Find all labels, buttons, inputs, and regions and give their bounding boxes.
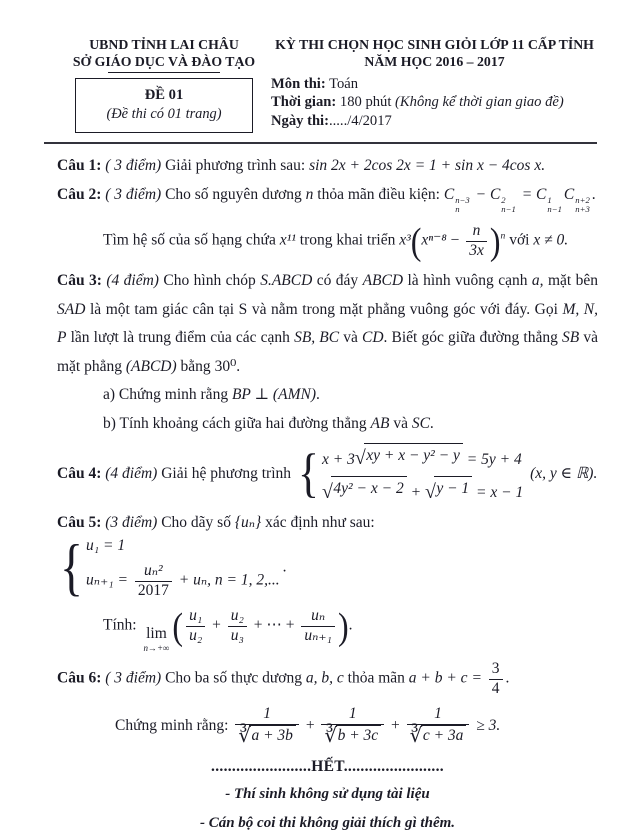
sub: n+3 [575,204,590,215]
q2-text2: thỏa mãn điều kiện: [313,186,444,204]
q3-math: ABCD [362,272,404,290]
sub: n−1 [501,204,516,215]
sup: 1 [547,194,552,205]
q2-combination-equation [443,186,592,215]
c-token: C [443,186,455,204]
row2-post: + uₙ, [174,571,211,589]
q3b-marker: b) [103,415,120,433]
q3-label: Câu 3: [57,272,102,290]
denominator: 2017 [135,581,172,601]
q3-points: (4 điểm) [101,272,164,290]
c-token: C [563,186,575,204]
q4-label: Câu 4: [57,464,102,482]
sub: n [455,204,460,215]
square-root [424,476,472,503]
ellipsis: + ⋯ + [249,616,299,634]
q3a-math: BP ⊥ (AMN) [231,385,316,403]
system-row-1: u₁ = 1 [86,536,126,554]
row1-post: = 5y + 4 [462,450,522,468]
q3b-text2: và [389,415,412,433]
c-token-scripts [575,196,590,215]
question-5 [57,512,598,603]
q5calc-label: Tính: [103,616,141,634]
q3-text: có đáy [312,272,363,290]
q3-math: (ABCD) [125,358,177,376]
fraction-1-over-cbrt1 [235,705,299,748]
q1-equation: sin 2x + 2cos 2x = 1 + sin x − 4cos x. [309,156,546,174]
q6cm-tail: ≥ 3. [472,716,501,734]
q6-label: Câu 6: [57,669,102,687]
exam-pages-note: (Đề thi có 01 trang) [106,105,222,122]
q4-domain: (x, y ∈ ℝ). [526,464,598,482]
radical-sign: ∛ [324,725,338,748]
x-cubed: x³ [399,231,411,249]
sequence-notation: {uₙ} [234,514,262,532]
exam-code: ĐỀ 01 [144,86,184,103]
date-line [271,112,598,131]
footer-note-2: - Cán bộ coi thi không giải thích gì thêm. [199,815,456,830]
q5-points: (3 điểm) [101,514,162,532]
denominator: uₙ₊₁ [301,626,335,646]
q5-text1: Cho dãy số [161,514,235,532]
sub: n−1 [547,204,562,215]
q3b-math-ab: AB [370,415,390,433]
q6-vars: a, b, c [305,669,344,687]
question-1 [57,155,598,177]
numerator: 3 [491,659,500,677]
q6-text2: thỏa mãn [343,669,409,687]
fraction-un-un1 [301,607,335,645]
radicand: b + 3c [336,725,382,746]
system-row-2 [86,562,280,600]
time-label: Thời gian: [271,94,337,111]
numerator: n [472,221,481,239]
q3-text: là một tam giác cân tại S và nằm trong mặt phẳng vuông góc với đáy. Gọi [85,300,563,318]
plus-sign: + [406,484,425,502]
radicand: a + 3b [249,725,295,746]
exam-title-line1: KỲ THI CHỌN HỌC SINH GIỎI LỚP 11 CẤP TỈNH [275,37,594,52]
numerator: uₙ [311,607,326,625]
time-line [271,93,598,112]
denominator [321,724,384,748]
minus-sign: − [471,186,490,204]
q3-math: a, [531,272,544,290]
c-token: C [536,186,547,204]
system-row-2 [322,476,523,505]
q1-text: Giải phương trình sau: [165,156,310,174]
sup: n+2 [575,194,590,205]
denominator: u₃ [228,626,247,646]
q5-text2: xác định như sau: [261,514,375,532]
sup: 2 [501,194,506,205]
system-brace: { [60,532,84,603]
equation-system [298,443,523,505]
plus-sign: + [301,716,319,734]
denominator: 3x [466,241,487,261]
q3-text: là hình vuông cạnh [403,272,532,290]
denominator: u₂ [186,626,205,646]
fraction-3-4 [489,660,503,698]
q1-label: Câu 1: [57,156,102,174]
question-3b [103,413,598,435]
radical-sign: ∛ [409,725,423,748]
q3-math: SB [562,329,580,347]
q2-label: Câu 2: [57,186,102,204]
q6cm-label: Chứng minh rằng: [115,716,233,734]
subject-line [271,75,598,94]
q2p2-text1: Tìm hệ số của số hạng chứa [103,231,280,249]
fraction-un2-over-2017 [135,562,172,600]
q5-period: . [282,558,287,575]
exam-title-line2: NĂM HỌC 2016 – 2017 [364,54,505,70]
q3-text: . Biết góc giữa đường thẳng [383,329,562,347]
c-token-scripts [455,196,470,215]
q3-math: CD [361,329,384,347]
q6-points: ( 3 điểm) [101,669,166,687]
row2-condition: n = 1, 2,... [210,571,280,589]
q3a-marker: a) [103,385,119,403]
sup: n−3 [455,194,470,205]
q3-text: Cho hình chóp [163,272,261,290]
radical-sign: √ [322,480,333,503]
exam-meta [271,75,598,131]
exam-code-box [75,78,253,133]
fraction-u2-u3 [228,607,247,645]
system-rows [322,443,523,505]
radicand: xy + x − y² − y [364,443,463,467]
document-header [57,36,598,133]
q5-label: Câu 5: [57,514,102,532]
denominator: 4 [489,679,503,699]
q2-period: . [591,186,596,204]
q4-text: Giải hệ phương trình [161,464,295,482]
q3-text: và mặt phẳng [57,329,598,376]
q3a-period: . [315,385,320,403]
system-brace: { [297,443,319,504]
row2-pre: uₙ₊₁ = [86,571,132,589]
q6-text1: Cho ba số thực dương [165,669,306,687]
header-divider [44,142,597,144]
c-token-scripts [501,196,516,215]
plus-sign: + [208,616,225,634]
time-value: 180 phút [336,94,396,111]
q3a-text: Chứng minh rằng [118,385,232,403]
q2-points: ( 3 điểm) [101,186,166,204]
fraction-1-over-cbrt3 [407,705,470,748]
time-note: (Không kể thời gian giao đề) [395,94,564,111]
q2-text1: Cho số nguyên dương [165,186,306,204]
footer-note-1: - Thí sinh không sử dụng tài liệu [225,785,430,802]
numerator: u₂ [230,607,244,625]
lim-subscript: n→+∞ [143,642,170,653]
q2-var-n: n [305,186,314,204]
question-6 [57,660,598,698]
system-row-1 [322,443,523,472]
x-power-11: x¹¹ [279,231,296,249]
q3b-period: . [429,415,434,433]
equals-sign: = [517,186,537,204]
q3-math: M, N, P [57,300,599,347]
q3-angle-value: 30⁰. [214,358,241,376]
q3b-text: Tính khoảng cách giữa hai đường thẳng [119,415,371,433]
q3-math: S.ABCD [260,272,313,290]
numerator: 1 [263,705,271,723]
q3-math: SB, BC [294,329,340,347]
authority-line2: SỞ GIÁO DỤC VÀ ĐÀO TẠO [72,54,256,70]
authority-line1: UBND TỈNH LAI CHÂU [89,37,239,52]
q1-points: ( 3 điểm) [101,156,166,174]
q6-period: . [505,669,510,687]
subject-label: Môn thi: [271,75,326,92]
radical-sign: ∛ [238,725,251,748]
q3-math: SAD [57,300,86,318]
question-2-part2: Tìm hệ số của số hạng chứa x¹¹ trong khai triển x³(xⁿ⁻⁸ − $\frac{n}{3x}$ )$^n$ với x ≠ 0. [103,219,569,263]
radical-sign: √ [424,480,436,503]
q5calc-period: . [348,616,353,634]
numerator: u₁ [189,607,203,625]
c-token: C [489,186,501,204]
outer-exponent: n [500,230,506,242]
q3b-math-sc: SC [411,415,430,433]
square-root [355,443,463,467]
x-nonzero-condition: x ≠ 0. [533,231,569,249]
row1-pre: x + 3 [322,450,355,468]
question-2 [57,184,598,215]
cube-root [324,725,381,746]
question-6-proof [115,705,598,748]
radicand: y − 1 [434,476,472,500]
q4-points: (4 điểm) [101,464,162,482]
fraction-u1-u2 [186,607,205,645]
question-5-calc: Tính: lim n→+∞ ( $\frac{\text{u₁}}{\text{u₂}}$ + $\frac{\text{u₂}}{\text{u₃}}$ + ⋯ + $\frac{\text{uₙ}}{\text{uₙ₊₁}}$ ). [103,605,353,653]
numerator: 1 [348,705,357,723]
date-label: Ngày thi: [271,113,329,130]
square-root [322,476,407,503]
q3-text: bằng [176,358,215,376]
cube-root [238,725,296,746]
lim-word: lim [146,625,167,643]
recurrence-system [60,532,280,603]
radical-sign: √ [354,446,366,469]
issuing-authority-block [57,36,271,133]
q6-lhs: a + b + c = [408,669,486,687]
question-3a [103,384,598,406]
row2-post: = x − 1 [472,484,524,502]
system-rows [86,535,280,601]
q2p2-text2: trong khai triển [295,231,400,249]
q3-text: lần lượt là trung điểm của các cạnh [66,329,295,347]
question-3 [57,267,598,382]
fraction-n-over-3x [466,222,487,260]
minus-sign: − [446,231,464,249]
x-power-n-8: xⁿ⁻⁸ [421,231,447,249]
denominator [407,724,470,748]
c-token-scripts [547,196,562,215]
date-value: ...../4/2017 [328,113,392,130]
q3-text: mặt bên [543,272,598,290]
limit-operator [143,626,169,652]
subject-value: Toán [325,75,359,92]
plus-sign: + [387,716,404,734]
radicand: c + 3a [421,725,467,746]
question-4 [57,443,598,505]
exam-title-block [271,36,598,133]
cube-root [410,725,467,746]
numerator: uₙ² [144,562,163,580]
denominator [235,724,299,748]
q3-text: và [339,329,362,347]
end-marker: ........................HẾT........................ [211,757,444,775]
numerator: 1 [434,705,442,723]
radicand: 4y² − x − 2 [331,476,406,500]
q2p2-text3: với [505,231,534,249]
fraction-1-over-cbrt2 [321,705,384,748]
authority-underline [108,72,220,73]
